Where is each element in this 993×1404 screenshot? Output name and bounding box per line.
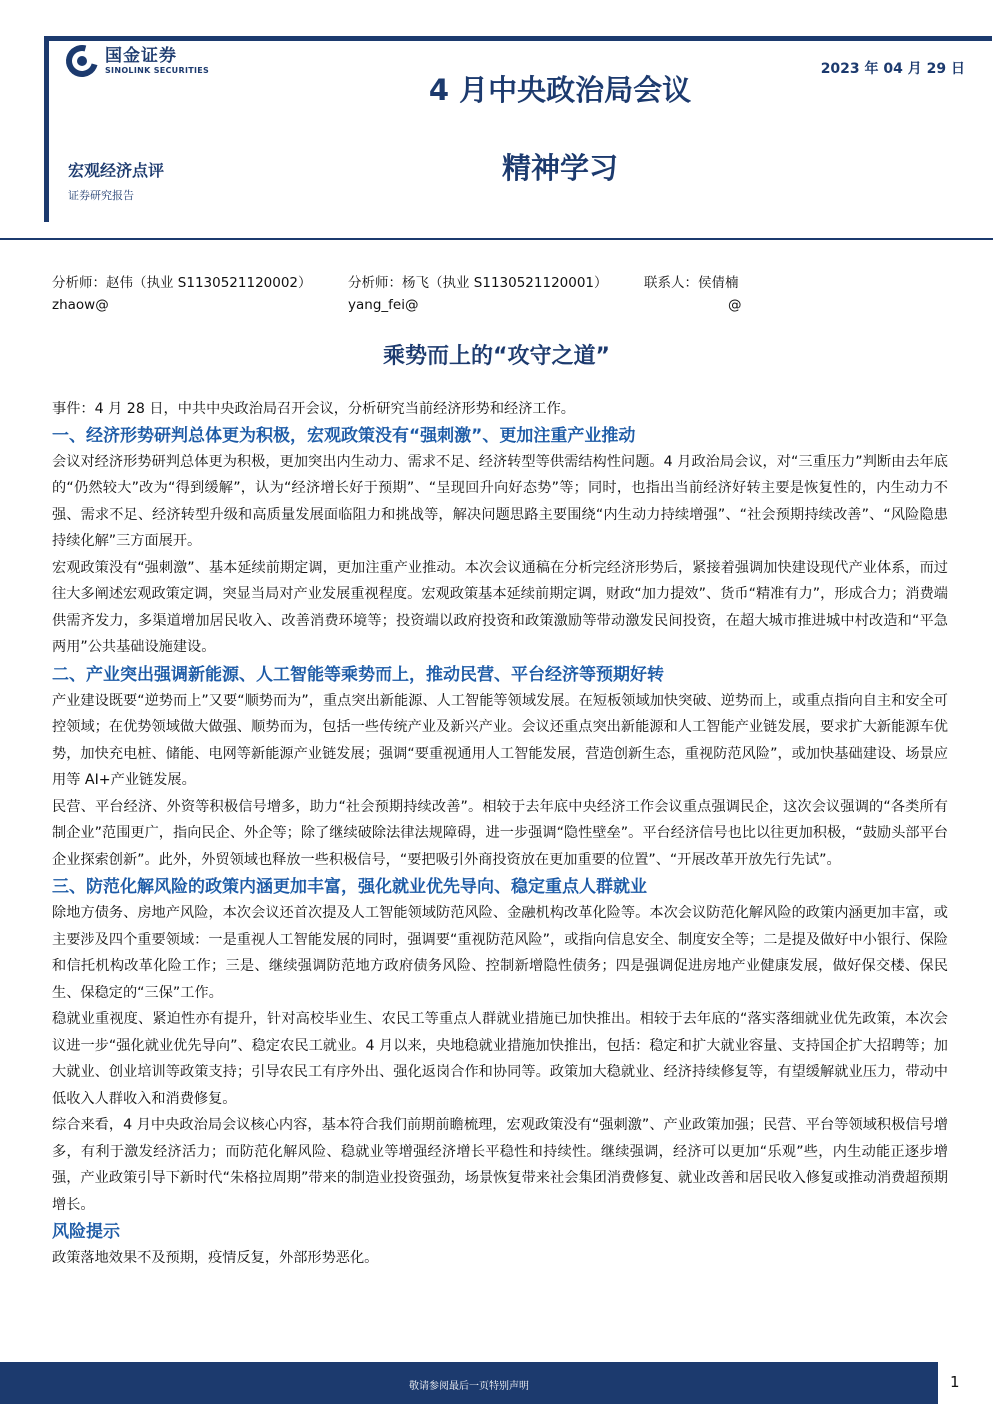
company-logo: [66, 45, 209, 77]
section-1-heading: 一、经济形势研判总体更为积极，宏观政策没有“强刺激”、更加注重产业推动: [52, 425, 636, 446]
section-3-paragraph: 综合来看，4 月中央政治局会议核心内容，基本符合我们前期前瞻梳理，宏观政策没有“强刺激”、产业政策加强；民营、平台等领域积极信号增多，有利于激发经济活力；而防范化解风险、稳就业等增强经济增长平稳性和持续性。继续强调，经济可以更加“乐观”些，内生动能正逐步增强，产业政策引导下新时代“朱格拉周期”带来的制造业投资强劲，场景恢复带来社会集团消费修复、就业改善和居民收入修复或推动消费超预期增长。: [52, 1117, 948, 1213]
analyst-info: [52, 272, 952, 316]
header-divider: [0, 238, 993, 240]
report-type: 证券研究报告: [68, 189, 134, 202]
section-1-paragraph: 会议对经济形势研判总体更为积极，更加突出内生动力、需求不足、经济转型等供需结构性问题。4 月政治局会议，对“三重压力”判断由去年底的“仍然较大”改为“得到缓解”，认为“经济增长好于预期”、“呈现回升向好态势”等；同时，也指出当前经济好转主要是恢复性的，内生动力不强、需求不足、经济转型升级和高质量发展面临阻力和挑战等，解决问题思路主要围绕“内生动力持续增强”、“社会预期持续改善”、“风险隐患持续化解”三方面展开。: [52, 453, 948, 549]
analyst-1: [52, 272, 312, 316]
risk-heading: 风险提示: [52, 1222, 120, 1242]
analyst-1-email: zhaow@: [52, 297, 109, 313]
risk-paragraph: 政策落地效果不及预期，疫情反复，外部形势恶化。: [52, 1250, 379, 1266]
contact-email: @: [728, 297, 742, 313]
section-3-paragraph: 稳就业重视度、紧迫性亦有提升，针对高校毕业生、农民工等重点人群就业措施已加快推出。相较于去年底的“落实落细就业优先政策，本次会议进一步“强化就业优先导向”、稳定农民工就业。4 月以来，央地稳就业措施加快推出，包括：稳定和扩大就业容量、支持国企扩大招聘等；加大就业、创业培训等政策支持；引导农民工有序外出、强化返岗合作和协同等。政策加大稳就业、经济持续修复等，有望缓解就业压力，带动中低收入人群收入和消费修复。: [52, 1011, 948, 1107]
report-body: [52, 396, 948, 1272]
contact-name: 联系人：侯倩楠: [644, 275, 739, 291]
logo-name-en: SINOLINK SECURITIES: [105, 65, 210, 75]
section-3-paragraph: 除地方债务、房地产风险，本次会议还首次提及人工智能领域防范风险、金融机构改革化险等。本次会议防范化解风险的政策内涵更加丰富，或主要涉及四个重要领域：一是重视人工智能发展的同时，强调要“重视防范风险”，或指向信息安全、制度安全等；二是提及做好中小银行、保险和信托机构改革化险工作；三是、继续强调防范地方政府债务风险、控制新增隐性债务；四是强调促进房地产业健康发展，做好保交楼、保民生、保稳定的“三保”工作。: [52, 905, 948, 1001]
page-number: 1: [950, 1373, 960, 1391]
analyst-2-name: 分析师：杨飞（执业 S1130521120001）: [348, 275, 608, 291]
analyst-1-name: 分析师：赵伟（执业 S1130521120002）: [52, 275, 312, 291]
section-2-heading: 二、产业突出强调新能源、人工智能等乘势而上，推动民营、平台经济等预期好转: [52, 664, 664, 685]
event-summary: 事件：4 月 28 日，中共中央政治局召开会议，分析研究当前经济形势和经济工作。: [52, 401, 575, 417]
logo-icon: [66, 45, 98, 77]
analyst-2-email: yang_fei@: [348, 297, 419, 313]
report-date: 2023 年 04 月 29 日: [820, 61, 965, 77]
footer-disclaimer: 敬请参阅最后一页特别声明: [409, 1381, 529, 1392]
report-title-line1: 4 月中央政治局会议: [428, 73, 692, 107]
contact: [644, 272, 742, 316]
logo-name-cn: 国金证券: [105, 45, 177, 66]
main-title: 乘势而上的“攻守之道”: [383, 344, 610, 369]
section-2-paragraph: 民营、平台经济、外资等积极信号增多，助力“社会预期持续改善”。相较于去年底中央经济工作会议重点强调民企，这次会议强调的“各类所有制企业”范围更广，指向民企、外企等；除了继续破除法律法规障碍，进一步强调“隐性壁垒”。平台经济信号也比以往更加积极，“鼓励头部平台企业探索创新”。此外，外贸领域也释放一些积极信号，“要把吸引外商投资放在更加重要的位置”、“开展改革开放先行先试”。: [52, 798, 948, 868]
report-title-line2: 精神学习: [501, 151, 618, 185]
section-1-paragraph: 宏观政策没有“强刺激”、基本延续前期定调，更加注重产业推动。本次会议通稿在分析完经济形势后，紧接着强调加快建设现代产业体系，而过往大多阐述宏观政策定调，突显当局对产业发展重视程度。宏观政策基本延续前期定调，财政“加力提效”、货币“精准有力”，形成合力；消费端供需齐发力，多渠道增加居民收入、改善消费环境等；投资端以政府投资和政策激励等带动激发民间投资，在超大城市推进城中村改造和“平急两用”公共基础设施建设。: [52, 559, 948, 655]
section-3-heading: 三、防范化解风险的政策内涵更加丰富，强化就业优先导向、稳定重点人群就业: [52, 877, 647, 897]
report-category: 宏观经济点评: [68, 161, 165, 180]
analyst-2: [348, 272, 608, 316]
section-2-paragraph: 产业建设既要“逆势而上”又要“顺势而为”，重点突出新能源、人工智能等领域发展。在短板领域加快突破、逆势而上，或重点指向自主和安全可控领域；在优势领域做大做强、顺势而为，包括一些传统产业及新兴产业。会议还重点突出新能源和人工智能产业链发展，要求扩大新能源车优势，加快充电桩、储能、电网等新能源产业链发展；强调“要重视通用人工智能发展，营造创新生态，重视防范风险”，或加快基础建设、场景应用等 AI+产业链发展。: [52, 692, 948, 788]
